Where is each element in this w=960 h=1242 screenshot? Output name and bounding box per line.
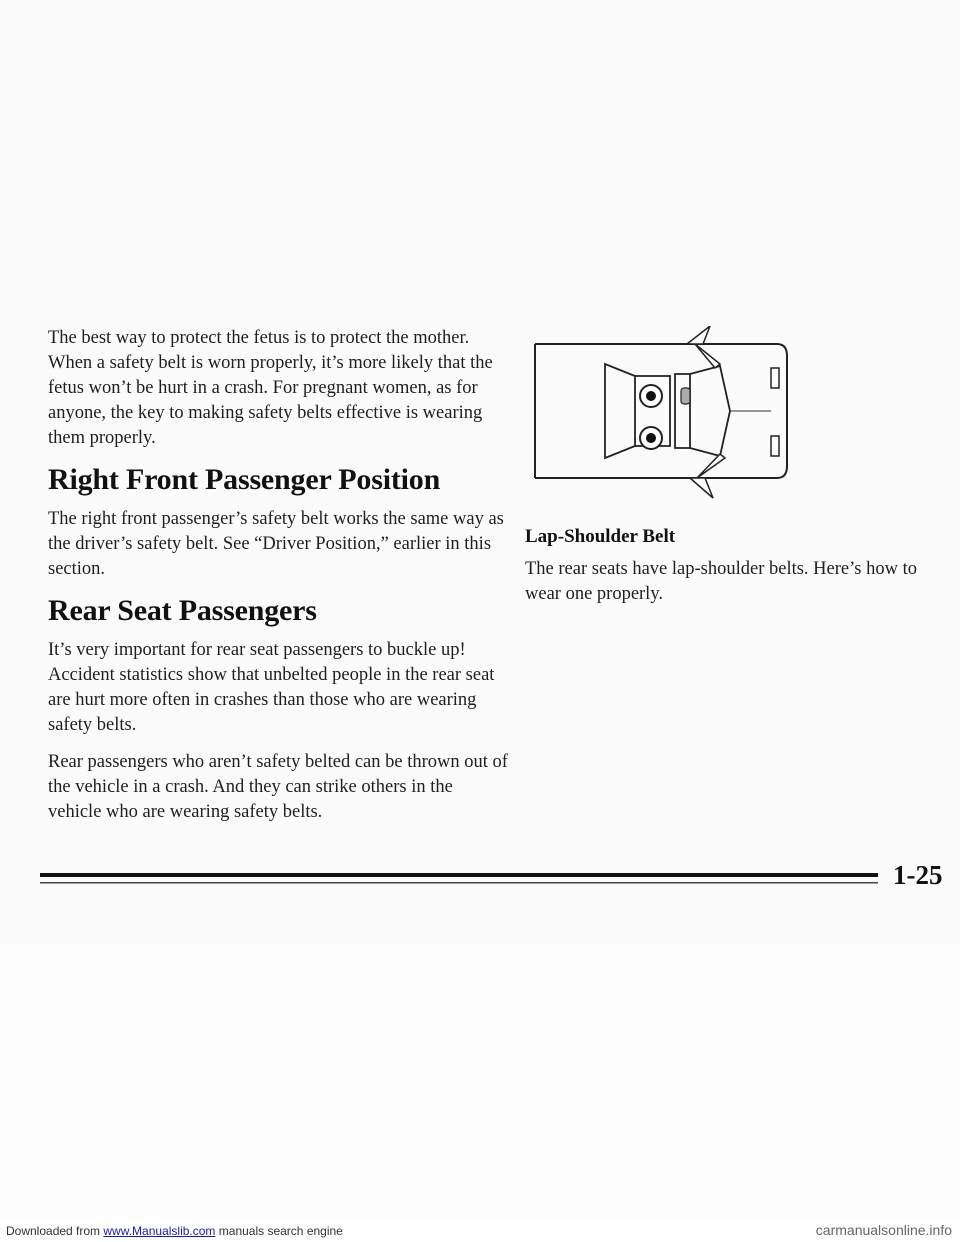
watermark: carmanualsonline.info (815, 1222, 952, 1238)
download-credit (6, 1224, 343, 1238)
right-front-paragraph: The right front passenger’s safety belt works the same way as the driver’s safety belt. See “Driver Position,” earlier in this section. (48, 509, 504, 579)
rear-seat-paragraph-1: It’s very important for rear seat passengers to buckle up! Accident statistics show that unbelted people in the rear seat are hurt more often in crashes than those who are wearing safety belts. (48, 640, 495, 735)
car-top-view-icon (525, 326, 815, 511)
heading-rear-seat-passengers: Rear Seat Passengers (48, 594, 317, 627)
intro-paragraph: The best way to protect the fetus is to protect the mother. When a safety belt is worn properly, it’s more likely that the fetus won’t be hurt in a crash. For pregnant women, as for anyone, the key to making safety belts effective is wearing them properly. (48, 328, 493, 448)
footer-rule (0, 871, 878, 889)
rear-seat-paragraph-2: Rear passengers who aren’t safety belted can be thrown out of the vehicle in a crash. And they can strike others in the vehicle who are wearing safety belts. (48, 752, 508, 822)
download-footer (0, 1220, 960, 1242)
download-suffix: manuals search engine (215, 1224, 343, 1238)
download-prefix: Downloaded from (6, 1224, 104, 1238)
page-number: 1-25 (893, 860, 943, 890)
heading-lap-shoulder-belt: Lap-Shoulder Belt (525, 526, 676, 547)
vehicle-seating-illustration (525, 326, 815, 511)
heading-right-front-passenger: Right Front Passenger Position (48, 463, 441, 496)
lap-shoulder-paragraph: The rear seats have lap-shoulder belts. Here’s how to wear one properly. (525, 559, 917, 604)
manualslib-link[interactable]: www.Manualslib.com (103, 1224, 216, 1238)
right-column (525, 326, 925, 619)
lap-shoulder-section (525, 525, 925, 607)
left-column (48, 326, 508, 837)
